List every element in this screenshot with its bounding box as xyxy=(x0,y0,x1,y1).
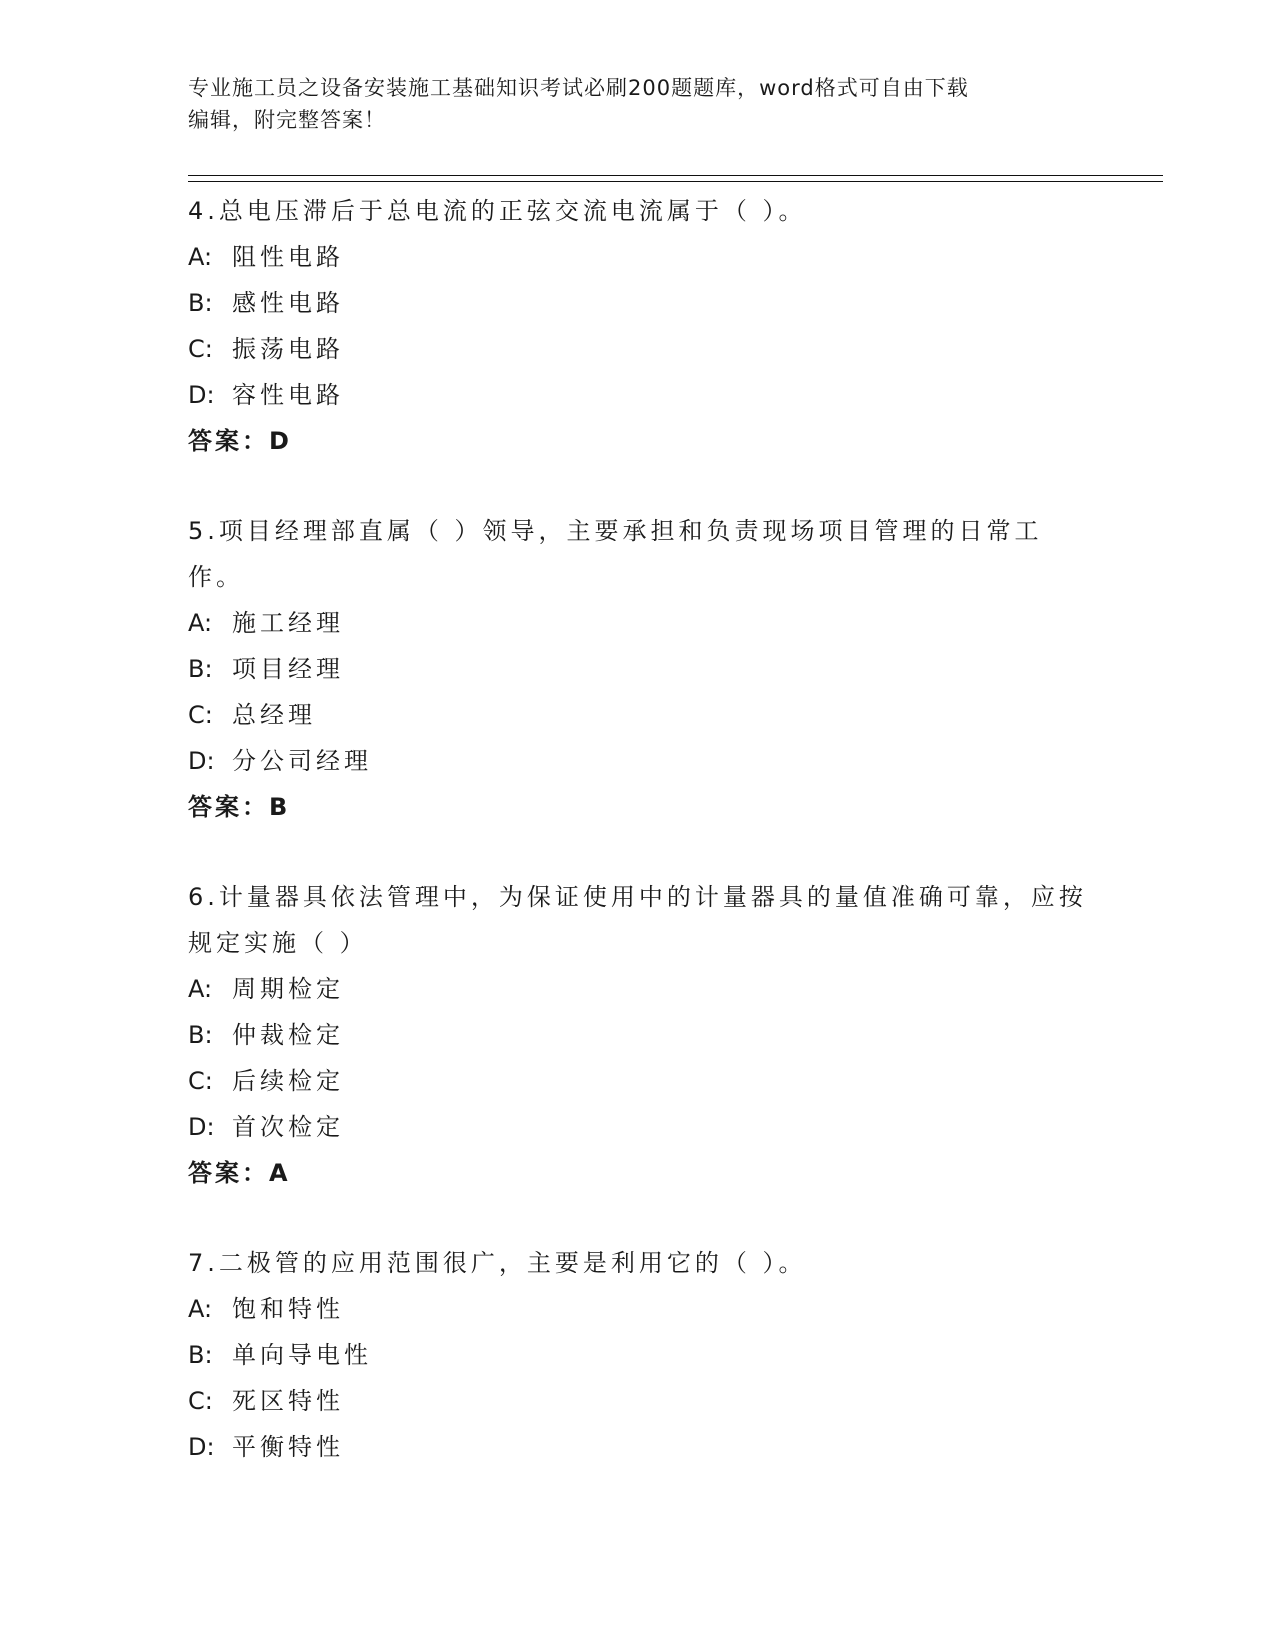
option-letter: D: xyxy=(188,1433,215,1461)
option-letter: C: xyxy=(188,335,213,363)
option-text: 后续检定 xyxy=(232,1067,344,1095)
question-item xyxy=(188,508,1088,830)
option-letter: C: xyxy=(188,1387,213,1415)
option-text: 仲裁检定 xyxy=(232,1021,344,1049)
option-a xyxy=(188,966,1088,1012)
option-letter: B: xyxy=(188,1021,213,1049)
option-letter: A: xyxy=(188,243,213,271)
option-letter: A: xyxy=(188,975,213,1003)
option-text: 平衡特性 xyxy=(232,1433,344,1461)
header-divider-bottom xyxy=(188,181,1163,182)
document-header xyxy=(188,72,1068,136)
option-text: 项目经理 xyxy=(232,655,344,683)
option-letter: B: xyxy=(188,655,213,683)
option-d xyxy=(188,372,1088,418)
option-letter: C: xyxy=(188,1067,213,1095)
option-letter: D: xyxy=(188,1113,215,1141)
question-item xyxy=(188,188,1088,464)
header-line-1: 专业施工员之设备安装施工基础知识考试必刷200题题库，word格式可自由下载 xyxy=(188,76,969,100)
question-stem: 7.二极管的应用范围很广，主要是利用它的（ ）。 xyxy=(188,1249,807,1277)
option-text: 分公司经理 xyxy=(232,747,372,775)
question-list xyxy=(188,188,1088,1470)
option-a xyxy=(188,1286,1088,1332)
question-item xyxy=(188,874,1088,1196)
header-line-2: 编辑，附完整答案！ xyxy=(188,108,386,132)
option-text: 容性电路 xyxy=(232,381,344,409)
question-stem: 5.项目经理部直属（ ）领导，主要承担和负责现场项目管理的日常工作。 xyxy=(188,517,1043,591)
option-text: 振荡电路 xyxy=(232,335,344,363)
option-text: 阻性电路 xyxy=(232,243,344,271)
option-c xyxy=(188,1058,1088,1104)
option-b xyxy=(188,1332,1088,1378)
option-b xyxy=(188,646,1088,692)
option-text: 总经理 xyxy=(232,701,316,729)
option-letter: A: xyxy=(188,1295,213,1323)
option-letter: D: xyxy=(188,381,215,409)
option-b xyxy=(188,280,1088,326)
option-a xyxy=(188,234,1088,280)
option-letter: B: xyxy=(188,1341,213,1369)
header-divider-top xyxy=(188,175,1163,176)
option-text: 施工经理 xyxy=(232,609,344,637)
option-text: 单向导电性 xyxy=(232,1341,372,1369)
question-stem: 6.计量器具依法管理中，为保证使用中的计量器具的量值准确可靠，应按规定实施（ ） xyxy=(188,883,1087,957)
option-c xyxy=(188,692,1088,738)
option-b xyxy=(188,1012,1088,1058)
option-d xyxy=(188,1104,1088,1150)
option-text: 首次检定 xyxy=(232,1113,344,1141)
question-stem: 4.总电压滞后于总电流的正弦交流电流属于（ ）。 xyxy=(188,197,807,225)
answer-label: 答案：D xyxy=(188,427,292,455)
option-text: 死区特性 xyxy=(232,1387,344,1415)
option-a xyxy=(188,600,1088,646)
option-d xyxy=(188,738,1088,784)
option-c xyxy=(188,326,1088,372)
option-text: 周期检定 xyxy=(232,975,344,1003)
option-letter: A: xyxy=(188,609,213,637)
option-letter: D: xyxy=(188,747,215,775)
option-d xyxy=(188,1424,1088,1470)
option-text: 感性电路 xyxy=(232,289,344,317)
option-c xyxy=(188,1378,1088,1424)
question-item xyxy=(188,1240,1088,1470)
option-text: 饱和特性 xyxy=(232,1295,344,1323)
option-letter: B: xyxy=(188,289,213,317)
answer-label: 答案：A xyxy=(188,1159,291,1187)
option-letter: C: xyxy=(188,701,213,729)
answer-label: 答案：B xyxy=(188,793,291,821)
